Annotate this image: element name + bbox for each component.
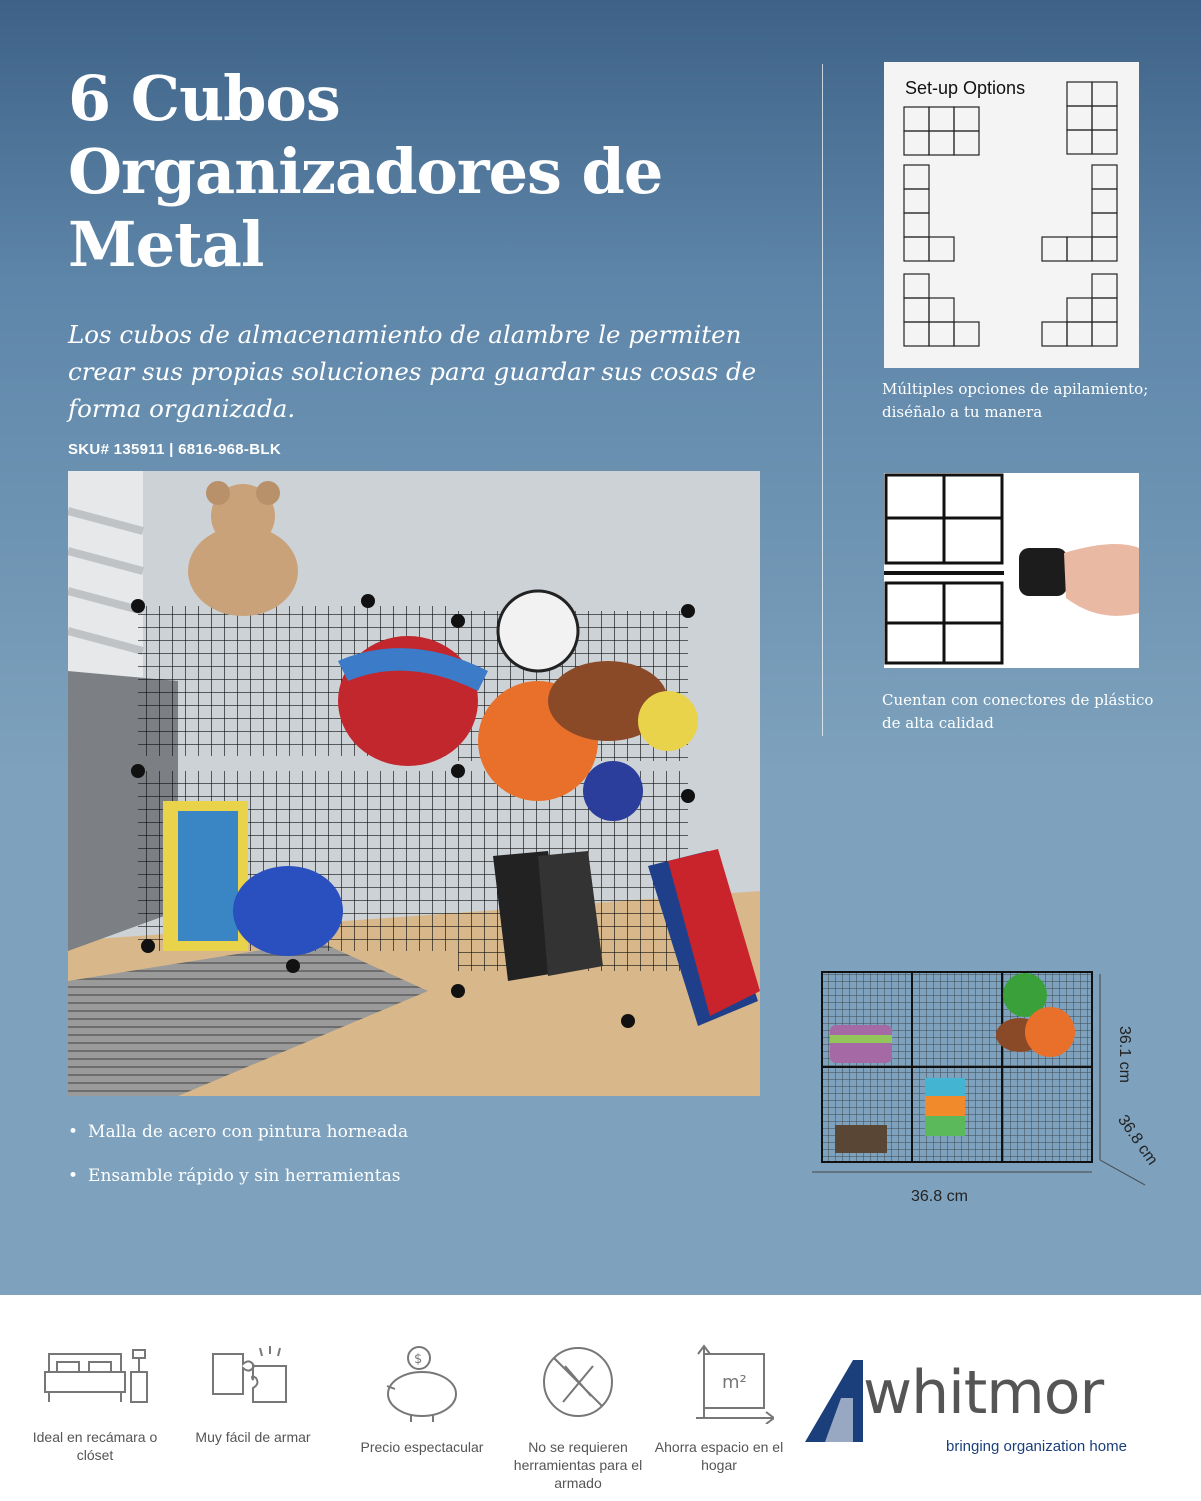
product-title: 6 Cubos Organizadores de Metal bbox=[68, 62, 663, 281]
m2-label: m² bbox=[722, 1372, 747, 1393]
benefit-bed bbox=[20, 1344, 170, 1464]
connector-photo bbox=[884, 473, 1139, 668]
vertical-divider bbox=[822, 64, 823, 736]
setup-options-diagram bbox=[884, 62, 1139, 368]
feature-text: Malla de acero con pintura horneada bbox=[88, 1122, 409, 1142]
sku-line: SKU# 135911 | 6816-968-BLK bbox=[68, 441, 281, 458]
benefit-no-tools bbox=[503, 1344, 653, 1492]
benefit-space bbox=[644, 1344, 794, 1474]
brand-tagline: bringing organization home bbox=[946, 1438, 1127, 1455]
feature-item: • Malla de acero con pintura horneada bbox=[68, 1122, 409, 1142]
piggy-bank-icon bbox=[367, 1344, 477, 1424]
dimension-photo bbox=[800, 960, 1170, 1210]
lifestyle-photo bbox=[68, 471, 760, 1096]
benefit-label: No se requieren herramientas para el armado bbox=[513, 1439, 643, 1491]
depth-dimension: 36.8 cm bbox=[1114, 1112, 1161, 1169]
setup-options-title: Set-up Options bbox=[905, 78, 1026, 98]
feature-text: Ensamble rápido y sin herramientas bbox=[88, 1166, 401, 1186]
benefit-easy bbox=[178, 1344, 328, 1446]
no-tools-icon bbox=[523, 1344, 633, 1424]
puzzle-icon bbox=[198, 1344, 308, 1414]
benefit-price bbox=[347, 1344, 497, 1456]
brand-name: whitmor bbox=[863, 1358, 1104, 1428]
feature-item: • Ensamble rápido y sin herramientas bbox=[68, 1166, 401, 1186]
height-dimension: 36.1 cm bbox=[1116, 1026, 1133, 1083]
area-m2-icon bbox=[664, 1344, 774, 1424]
feature-list bbox=[68, 1121, 408, 1209]
product-description: Los cubos de almacenamiento de alambre le permiten crear sus propias soluciones para guardar sus cosas de forma organizada. bbox=[68, 320, 757, 423]
setup-caption: Múltiples opciones de apilamiento; diséñalo a tu manera bbox=[882, 380, 1149, 421]
benefit-label: Muy fácil de armar bbox=[195, 1429, 311, 1445]
connector-caption: Cuentan con conectores de plástico de alta calidad bbox=[882, 691, 1154, 732]
benefit-label: Precio espectacular bbox=[360, 1439, 484, 1455]
benefit-label: Ahorra espacio en el hogar bbox=[654, 1439, 784, 1473]
width-dimension: 36.8 cm bbox=[911, 1188, 968, 1205]
svg-text:$: $ bbox=[414, 1352, 423, 1367]
bed-icon bbox=[35, 1344, 155, 1414]
benefit-label: Ideal en recámara o clóset bbox=[32, 1429, 158, 1463]
